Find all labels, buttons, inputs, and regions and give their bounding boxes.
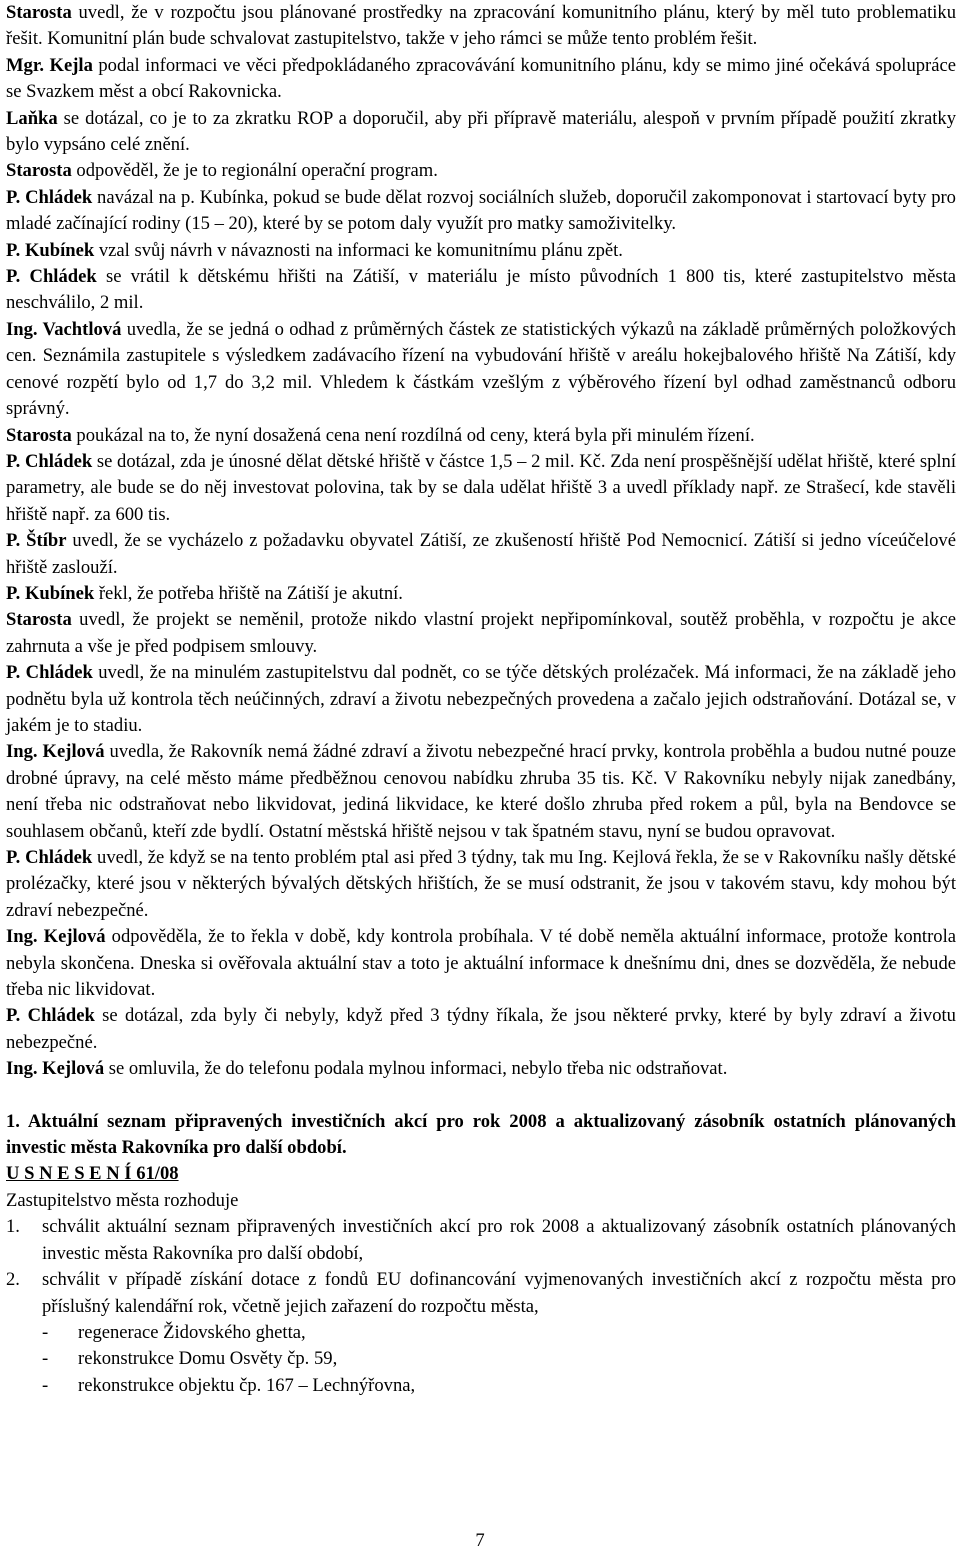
speaker-name: Starosta — [6, 424, 72, 446]
minutes-paragraph — [6, 739, 956, 845]
speaker-name: Ing. Kejlová — [6, 741, 105, 763]
dash-bullet: - — [42, 1348, 49, 1370]
dash-bullet: - — [42, 1321, 49, 1343]
paragraph-text: uvedl, že na minulém zastupitelstvu dal podnět, co se týče dětských prolézaček. Má informaci, že na základě jeho podnětu byla už kontrola těch neúčinných, zdraví a životu nebezpečných provedena a začalo jejich odstraňování. Dotázal se, v jakém je to stadiu. — [6, 662, 956, 736]
paragraph-text: uvedl, že projekt se neměnil, protože nikdo vlastní projekt nepřipomínkoval, soutěž proběhla, v rozpočtu je akce zahrnuta a vše je před podpisem smlouvy. — [6, 609, 956, 657]
minutes-paragraph — [6, 528, 956, 581]
paragraph-text: uvedl, že se vycházelo z požadavku obyvatel Zátiší, ze zkušeností hřiště Pod Nemocnicí. Zátiší si jedno víceúčelové hřiště zaslouží. — [6, 530, 956, 578]
minutes-paragraph — [6, 53, 956, 106]
minutes-paragraph — [6, 158, 956, 184]
speaker-name: Starosta — [6, 160, 72, 182]
paragraph-text: uvedla, že se jedná o odhad z průměrných částek ze statistických výkazů na základě průměrných položkových cen. Seznámila zastupitele s výsledkem zadávacího řízení na vybudování hřiště v areálu hokejbalového hřiště Na Zátiší, kdy cenové rozpětí bylo od 1,7 do 3,2 mil. Vhledem k částkám vzešlým z výběrového řízení byl odhad zaměstnanců odboru správný. — [6, 318, 956, 420]
speaker-name: P. Kubínek — [6, 239, 95, 261]
resolution-subitem — [6, 1346, 956, 1372]
speaker-name: P. Chládek — [6, 186, 93, 208]
speaker-name: Starosta — [6, 609, 72, 631]
resolution-item — [6, 1214, 956, 1267]
paragraph-text: uvedl, že v rozpočtu jsou plánované prostředky na zpracování komunitního plánu, který by měl tuto problematiku řešit. Komunitní plán bude schvalovat zastupitelstvo, takže v jeho rámci se může tento problém řešit. — [6, 2, 956, 50]
speaker-name: Ing. Kejlová — [6, 1058, 105, 1080]
resolution-title-line — [6, 1161, 956, 1187]
subitem-text: rekonstrukce Domu Osvěty čp. 59, — [78, 1348, 338, 1370]
paragraph-text: řekl, že potřeba hřiště na Zátiší je akutní. — [94, 582, 403, 604]
resolution-subitems — [6, 1320, 956, 1399]
subitem-text: rekonstrukce objektu čp. 167 – Lechnýřovna, — [78, 1374, 416, 1396]
minutes-paragraph — [6, 423, 956, 449]
item-text: schválit v případě získání dotace z fondů EU dofinancování vyjmenovaných investičních akcí z rozpočtu města pro příslušný kalendářní rok, včetně jejich zařazení do rozpočtu města, — [42, 1269, 956, 1317]
paragraph-text: se dotázal, zda je únosné dělat dětské hřiště v částce 1,5 – 2 mil. Kč. Zda není prospěšnější udělat hřiště, které splní parametry, ale bude se do něj investovat polovina, tak by se dala udělat hřiště 3 a uvedl příklady např. ze Strašecí, kde stavěli hřiště např. za 600 tis. — [6, 450, 956, 525]
paragraph-text: odpověděla, že to řekla v době, kdy kontrola probíhala. V té době neměla aktuální informace, protože kontrola nebyla skončena. Dneska si ověřovala aktuální stav a toto je aktuální informace k dnešnímu dni, dnes se dozvěděla, že nebude třeba nic likvidovat. — [6, 926, 956, 1001]
paragraph-text: uvedla, že Rakovník nemá žádné zdraví a životu nebezpečné hrací prvky, kontrola proběhla a budou nutné pouze drobné úpravy, na celé město máme předběžnou cenovou nabídku zhruba 35 tis. Kč. V Rakovníku nebyly nijak zanedbány, není třeba nic odstraňovat nebo likvidovat, jediná likvidace, ke které došlo zhruba před rokem a půl, byla na Bendovce se souhlasem občanů, kteří zde bydlí. Ostatní městská hřiště nejsou v tak špatném stavu, nyní se budou opravovat. — [6, 741, 956, 842]
minutes-paragraph — [6, 581, 956, 607]
paragraph-text: vzal svůj návrh v návaznosti na informaci ke komunitnímu plánu zpět. — [94, 239, 623, 261]
speaker-name: P. Chládek — [6, 266, 97, 288]
subitem-text: regenerace Židovského ghetta, — [78, 1321, 306, 1343]
speaker-name: P. Kubínek — [6, 582, 95, 604]
minutes-paragraph — [6, 0, 956, 53]
paragraph-text: se omluvila, že do telefonu podala mylnou informaci, nebylo třeba nic odstraňovat. — [104, 1058, 728, 1080]
minutes-paragraph — [6, 317, 956, 423]
minutes-paragraph — [6, 924, 956, 1003]
dash-bullet: - — [42, 1374, 49, 1396]
minutes-paragraph — [6, 845, 956, 924]
minutes-paragraph — [6, 106, 956, 159]
speaker-name: Ing. Kejlová — [6, 926, 106, 948]
paragraph-text: se vrátil k dětskému hřišti na Zátiší, v materiálu je místo původních 1 800 tis, které zastupitelstvo města neschválilo, 2 mil. — [6, 266, 956, 314]
minutes-paragraph — [6, 1056, 956, 1082]
item-text: schválit aktuální seznam připravených investičních akcí pro rok 2008 a aktualizovaný zásobník ostatních plánovaných investic města Rakovníka pro další období, — [42, 1216, 956, 1264]
speaker-name: P. Štíbr — [6, 530, 67, 552]
paragraph-text: poukázal na to, že nyní dosažená cena není rozdílná od ceny, která byla při minulém řízení. — [71, 424, 755, 446]
speaker-name: P. Chládek — [6, 450, 93, 472]
paragraph-text: uvedl, že když se na tento problém ptal asi před 3 týdny, tak mu Ing. Kejlová řekla, že se v Rakovníku našly dětské prolézačky, které jsou v některých bývalých dětských hřištích, že se musí odstranit, že jsou v takovém stavu, kdy mohou být zdraví nebezpečné. — [6, 847, 956, 921]
item-number: 1. — [6, 1216, 20, 1238]
spacer — [6, 1083, 956, 1109]
speaker-name: Laňka — [6, 107, 58, 129]
speaker-name: Ing. Vachtlová — [6, 318, 122, 340]
item-number: 2. — [6, 1269, 20, 1291]
minutes-paragraph — [6, 660, 956, 739]
paragraph-text: podal informaci ve věci předpokládaného zpracovávání komunitního plánu, kdy se mimo jiné očekává spolupráce se Svazkem měst a obcí Rakovnicka. — [6, 54, 957, 103]
minutes-paragraph — [6, 449, 956, 528]
minutes-paragraph — [6, 238, 956, 264]
document-page — [6, 0, 956, 1399]
paragraph-text: navázal na p. Kubínka, pokud se bude dělat rozvoj sociálních služeb, doporučil zakomponovat i startovací byty pro mladé začínající rodiny (15 – 20), které by se potom daly využít pro matky samoživitelky. — [6, 186, 956, 235]
speaker-name: Mgr. Kejla — [6, 54, 93, 76]
speaker-name: P. Chládek — [6, 662, 93, 684]
paragraph-text: se dotázal, co je to za zkratku ROP a doporučil, aby při přípravě materiálu, alespoň v prvním případě použití zkratky bylo vypsáno celé znění. — [6, 107, 956, 156]
paragraph-text: se dotázal, zda byly či nebyly, když před 3 týdny říkala, že jsou některé prvky, které by byly zdraví a životu nebezpečné. — [6, 1005, 956, 1053]
paragraph-text: odpověděl, že je to regionální operační program. — [71, 160, 438, 182]
speaker-name: Starosta — [6, 2, 72, 23]
speaker-name: P. Chládek — [6, 1005, 95, 1027]
minutes-paragraph — [6, 607, 956, 660]
speaker-name: P. Chládek — [6, 847, 93, 868]
section-heading: 1. Aktuální seznam připravených investičních akcí pro rok 2008 a aktualizovaný zásobník ostatních plánovaných investic města Rakovníka pro další období. — [6, 1110, 956, 1159]
minutes-paragraph — [6, 1003, 956, 1056]
resolution-items — [6, 1214, 956, 1320]
minutes-paragraph — [6, 264, 956, 317]
minutes-paragraph — [6, 185, 956, 238]
resolution-intro: Zastupitelstvo města rozhoduje — [6, 1189, 239, 1211]
resolution-title: U S N E S E N Í 61/08 — [6, 1163, 179, 1185]
resolution-item — [6, 1267, 956, 1320]
resolution-subitem — [6, 1373, 956, 1399]
minutes-body — [6, 0, 956, 1083]
resolution-subitem — [6, 1320, 956, 1346]
page-number: 7 — [475, 1530, 485, 1551]
